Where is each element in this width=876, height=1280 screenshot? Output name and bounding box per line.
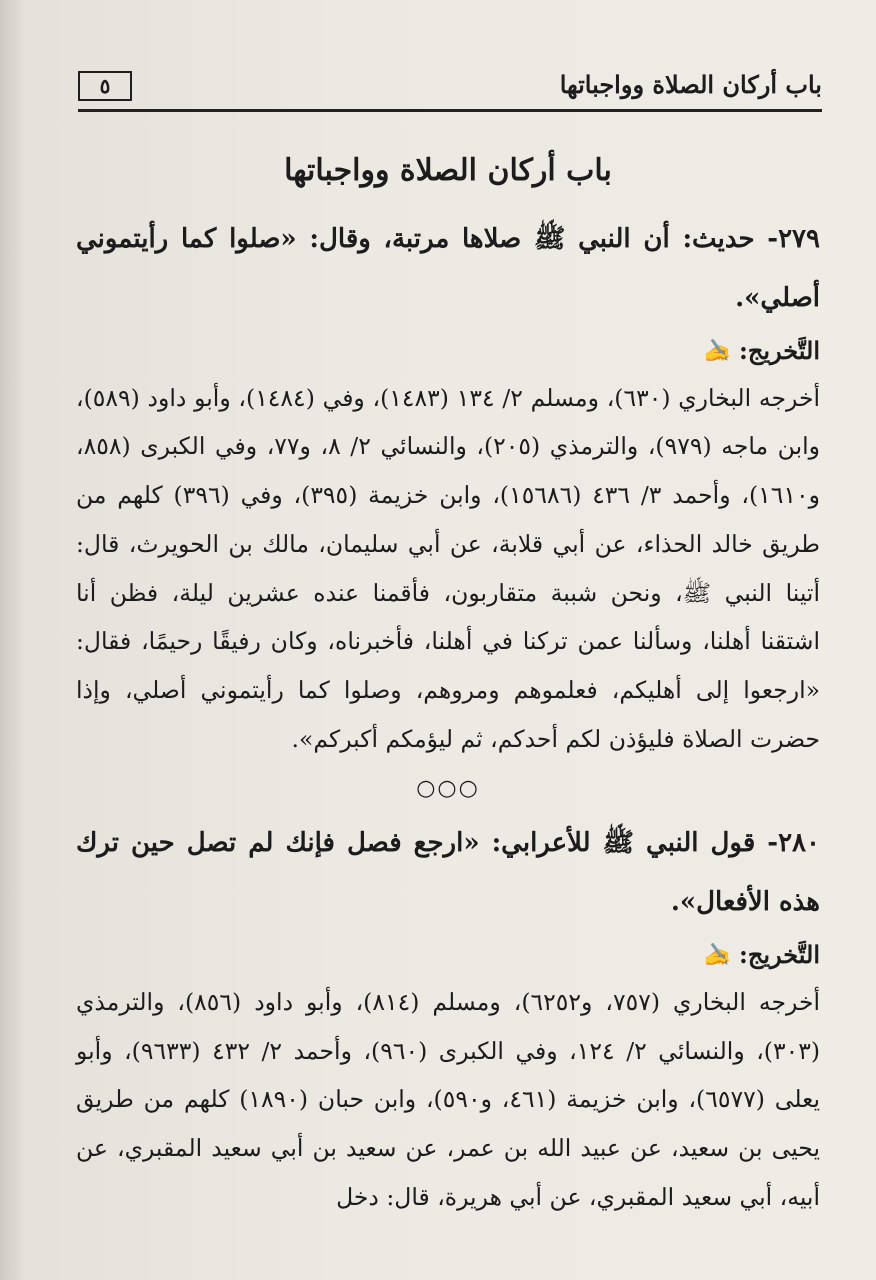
takhrij-label: التَّخريج: [739,939,820,969]
pen-icon: ✍ [703,941,731,968]
takhrij-body-279: أخرجه البخاري (٦٣٠)، ومسلم ٢/ ١٣٤ (١٤٨٣)، وفي (١٤٨٤)، وأبو داود (٥٨٩)، وابن ماجه (٩٧٩)، والترمذي (٢٠٥)، والنسائي ٢/ ٨، و٧٧، وفي الكبرى (٨٥٨، و١٦١٠)، وأحمد ٣/ ٤٣٦ (١٥٦٨٦)، وابن خزيمة (٣٩٥)، وفي (٣٩٦) كلهم من طريق خالد الحذاء، عن أبي قلابة، عن أبي سليمان، مالك بن الحويرث، قال: أتينا النبي ﷺ، ونحن شببة متقاربون، فأقمنا عنده عشرين ليلة، فظن أنا اشتقنا أهلنا، وسألنا عمن تركنا في أهلنا، فأخبرناه، وكان رفيقًا رحيمًا، فقال: «ارجعوا إلى أهليكم، فعلموهم ومروهم، وصلوا كما رأيتموني أصلي، وإذا حضرت الصلاة فليؤذن لكم أحدكم، ثم ليؤمكم أكبركم». [76,383,820,754]
takhrij-heading-280 [76,932,820,978]
hadith-280-text: ٢٨٠- قول النبي ﷺ للأعرابي: «ارجع فصل فإنك لم تصل حين ترك هذه الأفعال». [76,827,820,917]
chapter-title: باب أركان الصلاة وواجباتها [284,153,612,188]
takhrij-heading-279 [76,328,820,374]
takhrij-label: التَّخريج: [739,335,820,365]
page-header [78,66,822,112]
page-content [76,152,820,1222]
takhrij-body-280: أخرجه البخاري (٧٥٧، و٦٢٥٢)، ومسلم (٨١٤)، وأبو داود (٨٥٦)، والترمذي (٣٠٣)، والنسائي ٢/ ١٢٤، وفي الكبرى (٩٦٠)، وأحمد ٢/ ٤٣٢ (٩٦٣٣)، وأبو يعلى (٦٥٧٧)، وابن خزيمة (٤٦١، و٥٩٠)، وابن حبان (١٨٩٠) كلهم من طريق يحيى بن سعيد، عن عبيد الله بن عمر، عن سعيد بن أبي سعيد المقبري، عن أبيه، أبي سعيد المقبري، عن أبي هريرة، قال: دخل [76,987,821,1212]
page-number: ٥ [78,71,132,101]
hadith-279-text: ٢٧٩- حديث: أن النبي ﷺ صلاها مرتبة، وقال: «صلوا كما رأيتموني أصلي». [76,223,820,313]
pen-icon: ✍ [703,337,731,364]
header-divider [78,109,822,112]
running-title: باب أركان الصلاة وواجباتها [559,70,822,99]
section-separator: ○○○ [416,775,480,801]
